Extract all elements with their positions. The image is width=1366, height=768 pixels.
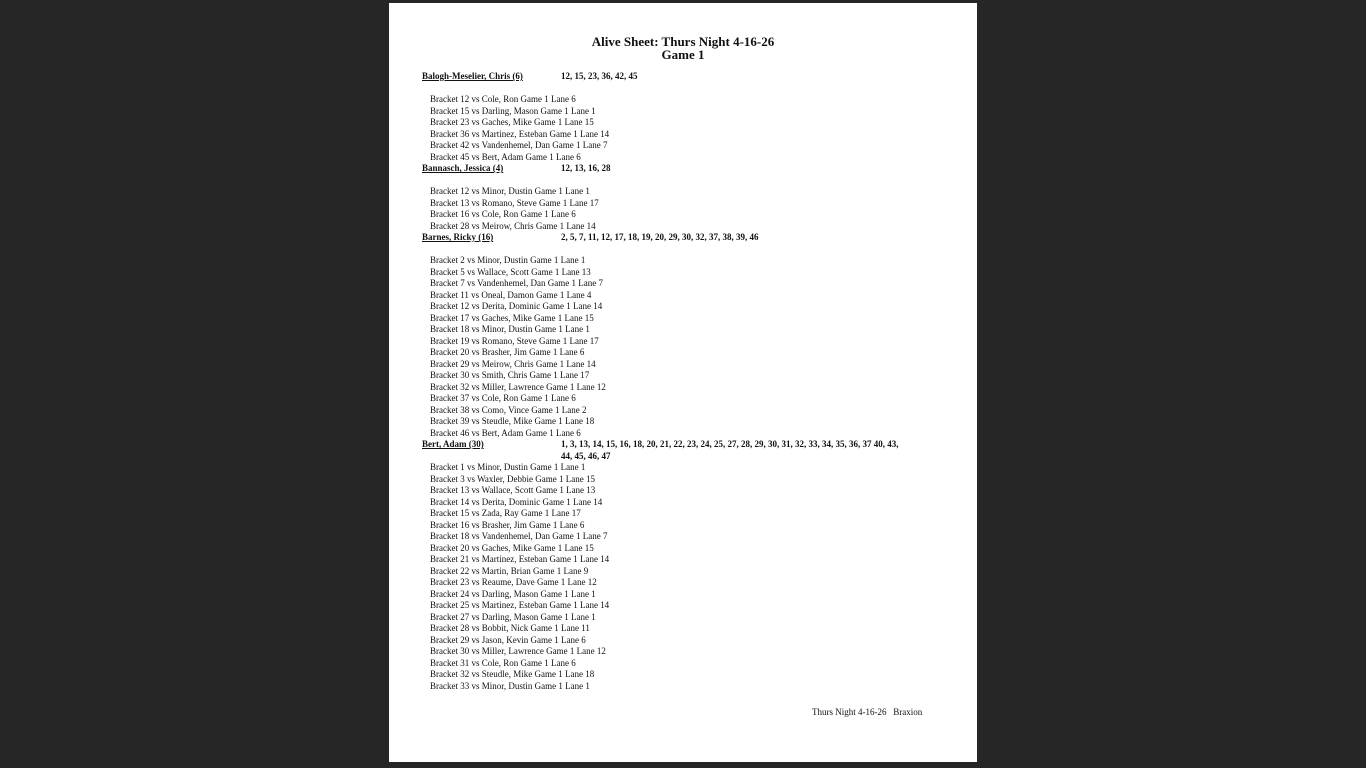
match-line: Bracket 12 vs Minor, Dustin Game 1 Lane 1: [430, 186, 590, 196]
match-line: Bracket 28 vs Meirow, Chris Game 1 Lane 14: [430, 220, 596, 231]
player-header: [422, 439, 952, 462]
player-name: Bannasch, Jessica (4): [422, 163, 504, 173]
player-header: [422, 232, 952, 244]
match-line: Bracket 2 vs Minor, Dustin Game 1 Lane 1: [430, 255, 586, 265]
match-line: Bracket 30 vs Miller, Lawrence Game 1 Lane 12: [430, 646, 606, 656]
player-brackets: 12, 13, 16, 28: [561, 163, 611, 173]
match-line: Bracket 13 vs Wallace, Scott Game 1 Lane 13: [430, 485, 596, 495]
match-line: Bracket 32 vs Miller, Lawrence Game 1 Lane 12: [430, 381, 606, 392]
match-line: Bracket 45 vs Bert, Adam Game 1 Lane 6: [430, 151, 581, 162]
match-line: Bracket 36 vs Martinez, Esteban Game 1 Lane 14: [430, 128, 610, 139]
match-line: Bracket 23 vs Reaume, Dave Game 1 Lane 12: [430, 577, 597, 587]
match-line: Bracket 38 vs Como, Vince Game 1 Lane 2: [430, 404, 587, 415]
player-brackets: 2, 5, 7, 11, 12, 17, 18, 19, 20, 29, 30, 32, 37, 38, 39, 46: [561, 232, 759, 242]
player-brackets: 12, 15, 23, 36, 42, 45: [561, 71, 638, 81]
match-line: Bracket 7 vs Vandenhemel, Dan Game 1 Lane 7: [430, 278, 604, 288]
match-line: Bracket 16 vs Brasher, Jim Game 1 Lane 6: [430, 519, 585, 530]
match-line: Bracket 31 vs Cole, Ron Game 1 Lane 6: [430, 657, 576, 668]
match-line: Bracket 14 vs Derita, Dominic Game 1 Lane 14: [430, 496, 603, 507]
match-line: Bracket 16 vs Cole, Ron Game 1 Lane 6: [430, 209, 576, 219]
document-page: [389, 3, 977, 762]
page-footer: Thurs Night 4-16-26 Braxion: [812, 707, 923, 717]
match-line: Bracket 18 vs Vandenhemel, Dan Game 1 Lane 7: [430, 531, 608, 541]
page-title: Alive Sheet: Thurs Night 4-16-26: [591, 34, 775, 49]
match-line: Bracket 29 vs Meirow, Chris Game 1 Lane 14: [430, 358, 596, 369]
player-name: Balogh-Meselier, Chris (6): [422, 71, 523, 81]
player-name: Barnes, Ricky (16): [422, 232, 494, 242]
match-line: Bracket 23 vs Gaches, Mike Game 1 Lane 15: [430, 117, 594, 127]
match-line: Bracket 21 vs Martinez, Esteban Game 1 Lane 14: [430, 554, 610, 564]
match-line: Bracket 11 vs Oneal, Damon Game 1 Lane 4: [430, 289, 592, 300]
match-line: Bracket 37 vs Cole, Ron Game 1 Lane 6: [430, 393, 576, 403]
match-line: Bracket 5 vs Wallace, Scott Game 1 Lane 13: [430, 266, 591, 277]
match-line: Bracket 28 vs Bobbit, Nick Game 1 Lane 11: [430, 623, 590, 633]
page-subtitle: Game 1: [661, 47, 705, 62]
match-line: Bracket 22 vs Martin, Brian Game 1 Lane 9: [430, 565, 589, 576]
match-line: Bracket 46 vs Bert, Adam Game 1 Lane 6: [430, 427, 581, 438]
match-line: Bracket 25 vs Martinez, Esteban Game 1 Lane 14: [430, 600, 610, 610]
match-line: Bracket 27 vs Darling, Mason Game 1 Lane 1: [430, 611, 596, 622]
alive-sheet-content: [422, 71, 952, 692]
match-line: Bracket 20 vs Brasher, Jim Game 1 Lane 6: [430, 347, 585, 357]
match-line: Bracket 13 vs Romano, Steve Game 1 Lane 17: [430, 197, 599, 208]
match-line: Bracket 24 vs Darling, Mason Game 1 Lane 1: [430, 588, 596, 599]
match-line: Bracket 18 vs Minor, Dustin Game 1 Lane 1: [430, 324, 590, 334]
match-line: Bracket 20 vs Gaches, Mike Game 1 Lane 15: [430, 542, 594, 553]
match-line: Bracket 42 vs Vandenhemel, Dan Game 1 Lane 7: [430, 140, 608, 150]
match-line: Bracket 15 vs Zada, Ray Game 1 Lane 17: [430, 508, 581, 518]
match-line: Bracket 33 vs Minor, Dustin Game 1 Lane 1: [430, 680, 590, 691]
match-line: Bracket 29 vs Jason, Kevin Game 1 Lane 6: [430, 634, 586, 645]
player-name: Bert, Adam (30): [422, 439, 484, 449]
match-line: Bracket 15 vs Darling, Mason Game 1 Lane 1: [430, 105, 596, 116]
match-line: Bracket 12 vs Derita, Dominic Game 1 Lane 14: [430, 301, 603, 311]
match-line: Bracket 3 vs Waxler, Debbie Game 1 Lane 15: [430, 473, 595, 484]
player-header: [422, 71, 952, 83]
match-line: Bracket 32 vs Steudle, Mike Game 1 Lane 18: [430, 669, 595, 679]
match-line: Bracket 19 vs Romano, Steve Game 1 Lane 17: [430, 335, 599, 346]
match-line: Bracket 1 vs Minor, Dustin Game 1 Lane 1: [430, 462, 586, 472]
player-header: [422, 163, 952, 175]
match-line: Bracket 39 vs Steudle, Mike Game 1 Lane 18: [430, 416, 595, 426]
match-line: Bracket 30 vs Smith, Chris Game 1 Lane 17: [430, 370, 590, 380]
match-line: Bracket 17 vs Gaches, Mike Game 1 Lane 15: [430, 312, 594, 323]
player-brackets: 1, 3, 13, 14, 15, 16, 18, 20, 21, 22, 23, 24, 25, 27, 28, 29, 30, 31, 32, 33, 34, 35, 36, 37 40, 43, 44, 45, 46, 47: [561, 439, 899, 461]
match-line: Bracket 12 vs Cole, Ron Game 1 Lane 6: [430, 94, 576, 104]
